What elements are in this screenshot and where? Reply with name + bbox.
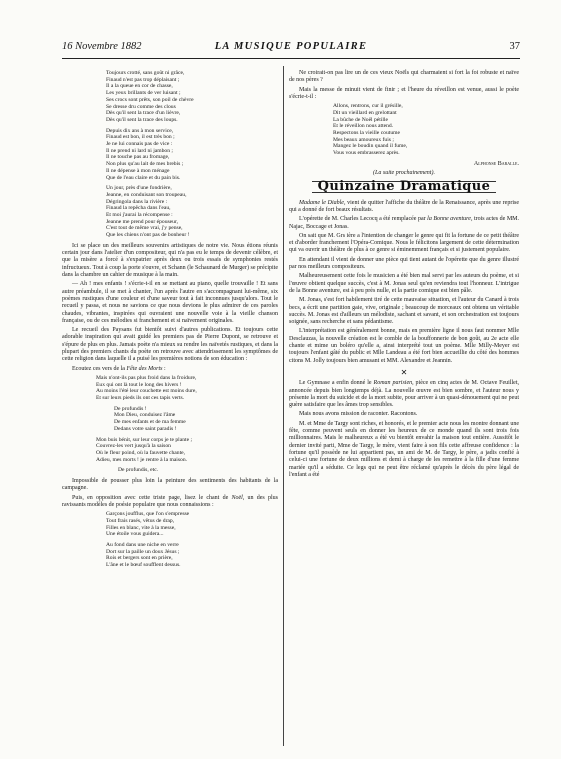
verse-line: Mon buis bénit, sur leur corps je te plante ; <box>96 436 193 443</box>
article-paragraph: Le recueil des Paysans fut bientôt suivi d'autres publications. Et toujours cette adorable inspiration qui avait guidé les premiers pas de Pierre Dupont, se retrouve et s'épure de plus en plus. Jamais poète n'a mieux su rendre les naïvetés rustiques, et dans la plupart des premiers chants du poète on retrouve avec attendrissement les symptômes de cette religion dans laquelle il a puisé les premières notions de son éducation : <box>62 327 278 363</box>
verse-line: Finaud la repêcha dans l'eau, <box>106 205 171 212</box>
article-paragraph: Ecoutez ces vers de la Fête des Morts : <box>72 365 166 372</box>
verse-line: Dedans votre saint paradis ! <box>114 425 177 432</box>
article-paragraph: En attendant il vient de donner une pièce qui tient autant de l'opérette que du genre illustré par nos meilleurs compositeurs. <box>289 256 519 271</box>
verse-line: Il ne prend ni lard ni jambon ; <box>106 147 173 154</box>
article-paragraph <box>289 380 519 409</box>
verse-line: Où le fleur poind, où la fauvette chante, <box>96 449 186 456</box>
article-paragraph <box>289 200 519 215</box>
text-run: , un des plus ravissants modèles de poésie populaire que nous connaissions : <box>62 494 278 508</box>
verse-line: Rois et bergers sont en prière, <box>106 555 173 562</box>
section-title: Quinzaine Dramatique <box>312 181 497 192</box>
author-signature: Alphonse Baralle. <box>473 160 519 167</box>
verse-line: Et sur leurs pieds ils ont ces tapis verts. <box>96 395 185 402</box>
verse-line: Mon Dieu, conduisez l'âme <box>114 412 176 419</box>
article-paragraph <box>289 216 519 231</box>
article-paragraph: Malheureusement cette fois le musicien a été bien mal servi par les auteurs du poème, et si l'œuvre obtient quelque succès, c'est à M. Jonas seul qu'en reviendra tout l'honneur. L'intrigue de la Bonne aventure, est à peu près nulle, et la partie comique est bien pâle. <box>289 273 519 294</box>
verse-line: Dit un vieillard en grelottant <box>333 109 397 116</box>
verse-line: Et moi j'aurai la récompense : <box>106 212 173 219</box>
article-paragraph: On sait que M. Grs ière a l'intention de changer le genre qui fit la fortune de ce petit théâtre et d'aborder franchement l'Opéra-Comique. Nous le félicitons largement de cette détermination qui va ouvrir un théâtre de plus à ce genre si éminemment français et si justement populaire. <box>289 232 519 254</box>
verse-line: De profundis ! <box>114 405 147 412</box>
article-paragraph: — Ah ! mes enfants ! s'écrie-t-il en se mettant au piano, quelle trouvaille ! Et sans autre préambule, il se met à chanter, l'un après l'autre en s'accompagnant lui-même, six poèmes rustiques d'une couleur et d'une saveur tout à fait inconnues jusqu'alors. Tout le recueil y passa, et nous ne savions ce que nous devions le plus admirer de ces paroles chaudes, vibrantes, inspirées qui ouvraient une nouvelle voie à la vieille chanson française, ou de ces mélodies si franchement et si naïvement originales. <box>62 281 278 324</box>
play-title: Madame le Diable <box>299 199 344 206</box>
article-paragraph: Mais nous avons mission de raconter. Racontons. <box>299 411 418 418</box>
play-title: Roman parisien <box>373 380 413 387</box>
verse-line: Adieu, mes morts ! je rentre à la maison. <box>96 456 188 463</box>
verse-line: Mes beaux amoureux fuis ; <box>333 136 394 143</box>
verse-line: Il a la queue en cor de chasse, <box>106 83 173 90</box>
verse-line: Garçons joufflus, que l'on s'empresse <box>106 511 190 518</box>
verse-line: Un jour, près d'une fondrière, <box>106 185 172 192</box>
article-paragraph <box>62 495 278 510</box>
article-paragraph: Ici se place un des meilleurs souvenirs artistiques de notre vie. Nous étions réunis certain jour dans l'atelier d'un compositeur, qui n'a pas eu le temps de devenir célèbre, et que la misère a forcé à s'expatrier après deux ou trois essais de symphonies restés infructueux. Tout à coup la porte s'ouvre, et Schann (le Schaunard de Murger) se précipite dans la chambre un cahier de musique à la main. <box>62 242 278 279</box>
verse-line: Tout frais rasés, vêtus de drap, <box>106 517 175 524</box>
verse-line: Allons, rentrons, cur il grésille, <box>333 103 403 110</box>
verse-line: Mangez le boudin quand il fume, <box>333 143 408 150</box>
issue-date: 16 Novembre 1882 <box>62 41 142 52</box>
verse-line: Ses crocs sont prêts, son poil de chèvre <box>106 96 194 103</box>
article-paragraph: Ne croirait-on pas lire un de ces vieux Noëls qui charmaient si fort la foi robuste et naïve de nos pères ? <box>289 70 519 84</box>
verse-line: La bûche de Noël pétille <box>333 116 388 123</box>
verse-line: Que les chiens n'ont pas de bonheur ! <box>106 232 190 239</box>
section-banner <box>289 181 519 193</box>
verse-line: Couvrez-les vert jusqu'à la saison <box>96 443 171 450</box>
left-column <box>62 70 278 573</box>
verse-line: Toujours crotté, sans goût ni grâce, <box>106 70 185 76</box>
section-separator-icon: ✕ <box>400 367 408 377</box>
verse-line: Depuis dix ans à mon service, <box>106 127 174 134</box>
verse-line: Il ne touche pas au fromage, <box>106 154 170 161</box>
column-divider <box>283 66 284 746</box>
verse-stanza <box>62 375 278 402</box>
verse-line: Finaud n'est pas trop déplaisant ; <box>106 76 180 83</box>
verse-line: Jeanne, en conduisant son troupeau, <box>106 191 187 198</box>
verse-line: Au moins l'été leur couchette est moins dure, <box>96 388 197 395</box>
right-column <box>289 70 519 481</box>
text-run: , vient de quitter l'affiche du théâtre de la Renaissance, après une reprise qui a donné de fort beaux résultats. <box>289 199 520 213</box>
poem-title: Noël <box>231 494 243 501</box>
verse-line: De profundis, etc. <box>118 467 159 474</box>
text-run: Le Gymnase a enfin donné le <box>299 380 374 387</box>
article-paragraph: L'interprétation est généralement bonne, mais en première ligne il nous faut nommer Mlle Desclauzas, la nouvelle création est le comble de la bouffonnerie de bon goût, au 2e acte elle chante et mime un boléro qu'elle a, ainsi interprété tout un poème. Mlle Milly-Meyer est toujours l'enfant gâté du public et Mlle Landeau a été fort bien accueillie du côté des hommes citons M. Jolly toujours bien amusant et MM. Alexandre et Jeannin. <box>289 328 519 364</box>
verse-line: Dès qu'il sent la trace d'un lièvre, <box>106 110 181 117</box>
verse-line: Vous vous embrasserez après. <box>333 150 400 157</box>
verse-line: Dégringola dans la rivière : <box>106 198 168 205</box>
text-run: , pièce en cinq actes de M. Octave Feuillet, annoncée depuis bien longtemps déjà. La nouvelle œuvre est bien sombre, et l'auteur nous y présente la mort du suicide et de la mort subite, pour arriver à un quasi-dénouement qui ne peut guère satisfaire que les âmes trop sensibles. <box>289 380 519 409</box>
verse-stanza <box>62 70 278 124</box>
verse-line: Dort sur la paille un doux Jésus ; <box>106 548 180 555</box>
poem-title: Fête des Morts <box>126 365 163 372</box>
article-paragraph: M. et Mme de Targy sont riches, et honorés, et le premier acte nous les montre donnant une fête, comme peuvent seuls en donner les heureux de ce monde quand ils sont trois fois millionnaires. Mais le malheureux a été vu bientôt envahir la maison tout entière. Aussitôt le dernier invité parti, Mme de Targy, le mère, vient faire à son fils cette affreuse confidence : la fortune qu'il possède ne lui appartient pas, un ami de M. de Targy, le père, a jadis confié à celui-ci une fortune de deux millions et demi à charge de les remettre à la fille d'une femme mariée qu'il a séduite. Ce legs qui ne peut être réclamé qu'après le décès du père légal de l'enfant a été <box>289 420 519 478</box>
verse-line: Il ne dépense à mon ménage <box>106 167 170 174</box>
page-header <box>62 40 520 59</box>
verse-stanza <box>62 511 278 538</box>
verse-line: Au fond dans une niche en verre <box>106 542 179 549</box>
text-run: Ecoutez ces vers de la <box>72 365 127 372</box>
verse-line: Respectons la vieille coutume <box>333 130 400 136</box>
continued-note: (La suite prochainement). <box>373 170 435 177</box>
verse-line: Les yeux brillants de ver luisant ; <box>106 90 181 97</box>
verse-line: Je ne lui connais pas de vice : <box>106 141 173 148</box>
verse-refrain <box>62 406 278 433</box>
verse-stanza <box>62 185 278 239</box>
verse-line: Et le réveillon nous attend. <box>333 123 394 130</box>
verse-line: Que de l'eau claire et du pain bis. <box>106 174 181 181</box>
verse-stanza <box>289 103 519 157</box>
verse-line: C'est tout de même vrai, j'y pense, <box>106 225 183 232</box>
verse-line: Mais n'ont-ils pas plus froid dans la froidure, <box>96 374 197 381</box>
verse-line: Une étoile vous guidera... <box>106 531 164 538</box>
verse-line: Dès qu'il sent la trace des loups. <box>106 116 178 123</box>
verse-line: Non plus qu'au lait de mes brebis ; <box>106 161 184 168</box>
verse-line: Jeanne me prend pour épouseur, <box>106 218 179 225</box>
verse-line: Se dresse dru comme des clous <box>106 103 176 110</box>
publication-title: LA MUSIQUE POPULAIRE <box>214 41 368 52</box>
verse-line: Filles en blanc, vite à la messe, <box>106 524 176 531</box>
verse-stanza <box>62 128 278 182</box>
play-title: la Bonne aventure <box>427 216 471 223</box>
text-run: , trois actes de MM. Najac, Boccage et Jonas. <box>289 216 520 230</box>
verse-line: De mes enfants et de ma femme <box>114 419 186 426</box>
page-number: 37 <box>509 41 520 52</box>
text-run: L'opérette de M. Charles Lecocq a été remplacée par <box>299 216 428 223</box>
article-paragraph: Impossible de pousser plus loin la peinture des sentiments des habitants de la campagne. <box>62 478 278 492</box>
verse-line: Finaud est bon, il est très bon ; <box>106 134 175 141</box>
article-paragraph: Mais la messe de minuit vient de finir ; et l'heure du réveillon est venue, aussi le poète s'écrie-t-il : <box>289 86 519 100</box>
article-paragraph: M. Jonas, s'est fort habilement tiré de cette mauvaise situation, et l'auteur du Canard à trois becs, a écrit une partition gaie, vive, originale ; beaucoup de morceaux ont obtenu un véritable succès. M. Jonas est d'ailleurs un mélodiste, sachant et savant, et son orchestration est toujours soignée, sans recherche et sans pédantisme. <box>289 297 519 326</box>
text-run: Puis, en opposition avec cette triste page, lisez le chant de <box>72 494 232 501</box>
verse-line: Eux qui ont là tout le long des hivers ! <box>96 381 182 388</box>
verse-stanza <box>62 542 278 569</box>
verse-refrain <box>62 467 278 474</box>
verse-line: L'âne et le bœuf soufflent dessus. <box>106 562 181 569</box>
verse-stanza <box>62 437 278 464</box>
